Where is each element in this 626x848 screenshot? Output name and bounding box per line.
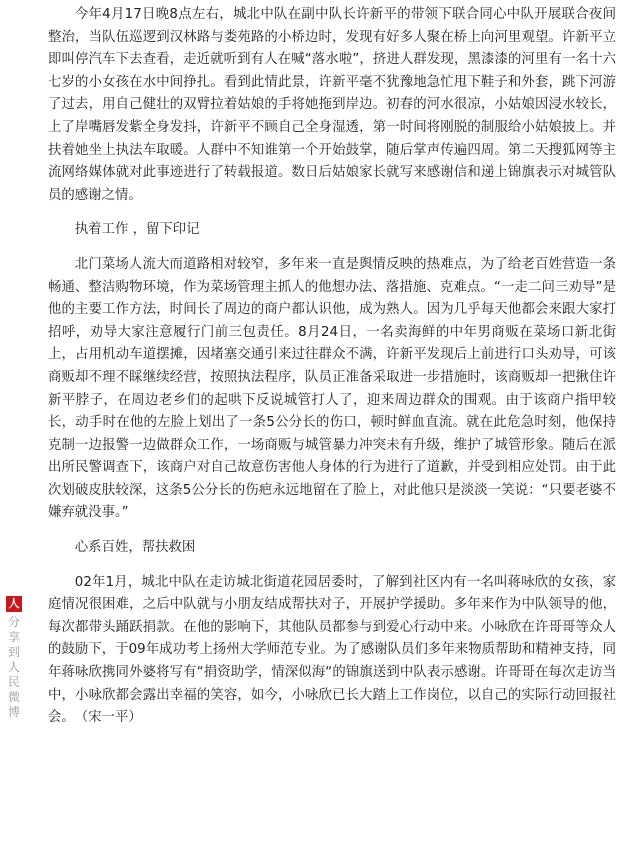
share-to-people-weibo[interactable]: [6, 596, 24, 720]
section-heading-caring-for-people: 心系百姓，帮扶救困: [74, 540, 196, 556]
paragraph-market-management: 北门菜场人流大而道路相对较窄，多年来一直是舆情反映的热难点，为了给老百姓营造一条畅通、整洁购物环境，作为菜场管理主抓人的他想办法、落措施、克难点。“一走二问三劝导”是他的主要工作方法，时间长了周边的商户都认识他，成为熟人。因为几乎每天他都会来跟大家打招呼，劝导大家注意履行门前三包责任。8月24日，一名卖海鲜的中年男商贩在菜场口新北街上，占用机动车道摆摊，因堵塞交通引来过往群众不满，许新平发现后上前进行口头劝导，可该商贩却不理不睬继续经营，按照执法程序，队员正准备采取进一步措施时，该商贩却一把揪住许新平脖子，在周边老乡们的起哄下反说城管打人了，迎来周边群众的围观。由于该商户指甲较长，动手时在他的左脸上划出了一条5公分长的伤口，顿时鲜血直流。就在此危急时刻，他保持克制一边报警一边做群众工作，一场商贩与城管暴力冲突未有升级，维护了城管形象。随后在派出所民警调查下，该商户对自己故意伤害他人身体的行为进行了道歉，并受到相应处罚。由于此次划破皮肤较深，这条5公分长的伤疤永远地留在了脸上，对此他只是淡淡一笑说：“只要老婆不嫌弃就没事。”: [48, 256, 616, 521]
article-body: [48, 4, 616, 730]
paragraph-student-aid: 02年1月，城北中队在走访城北街道花园居委时，了解到社区内有一名叫蒋咏欣的女孩，家庭情况很困难，之后中队就与小朋友结成帮扶对子，开展护学援助。多年来作为中队领导的他，每次都带头踊跃捐款。在他的影响下，其他队员都参与到爱心行动中来。小咏欣在许哥哥等众人的鼓励下，于09年成功考上扬州大学师范专业。为了感谢队员们多年来物质帮助和精神支持，同年蒋咏欣携同外婆将写有“捐资助学，情深似海“的锦旗送到中队表示感谢。许哥哥在每次走访当中，小咏欣都会露出幸福的笑容，如今，小咏欣已长大踏上工作岗位，以自己的实际行动回报社会。 （宋一平）: [48, 574, 616, 726]
people-weibo-logo-icon[interactable]: 人: [6, 596, 22, 612]
share-to-people-weibo-label[interactable]: 分享到人民微博: [7, 615, 20, 719]
section-heading-dedicated-work: 执着工作 ，留下印记: [74, 222, 200, 238]
paragraph-rescue: 今年4月17日晚8点左右，城北中队在副中队长许新平的带领下联合同心中队开展联合夜间整治，当队伍巡逻到汉林路与娄苑路的小桥边时，发现有好多人聚在桥上向河里观望。许新平立即叫停汽车下去查看，走近就听到有人在喊“落水啦”，挤进人群发现，黑漆漆的河里有一名十六七岁的小女孩在水中间挣扎。看到此情此景，许新平毫不犹豫地急忙甩下鞋子和外套，跳下河游了过去，用自己健壮的双臂拉着姑娘的手将她拖到岸边。初春的河水很凉，小姑娘因浸水较长，上了岸嘴唇发紫全身发抖，许新平不顾自己全身湿透，第一时间将刚脱的制服给小姑娘披上。并扶着她坐上执法车取暖。人群中不知谁第一个开始鼓掌，随后掌声传遍四周。第二天搜狐网等主流网络媒体就对此事迹进行了转载报道。数日后姑娘家长就写来感谢信和递上锦旗表示对城管队员的感谢之情。: [48, 7, 616, 203]
